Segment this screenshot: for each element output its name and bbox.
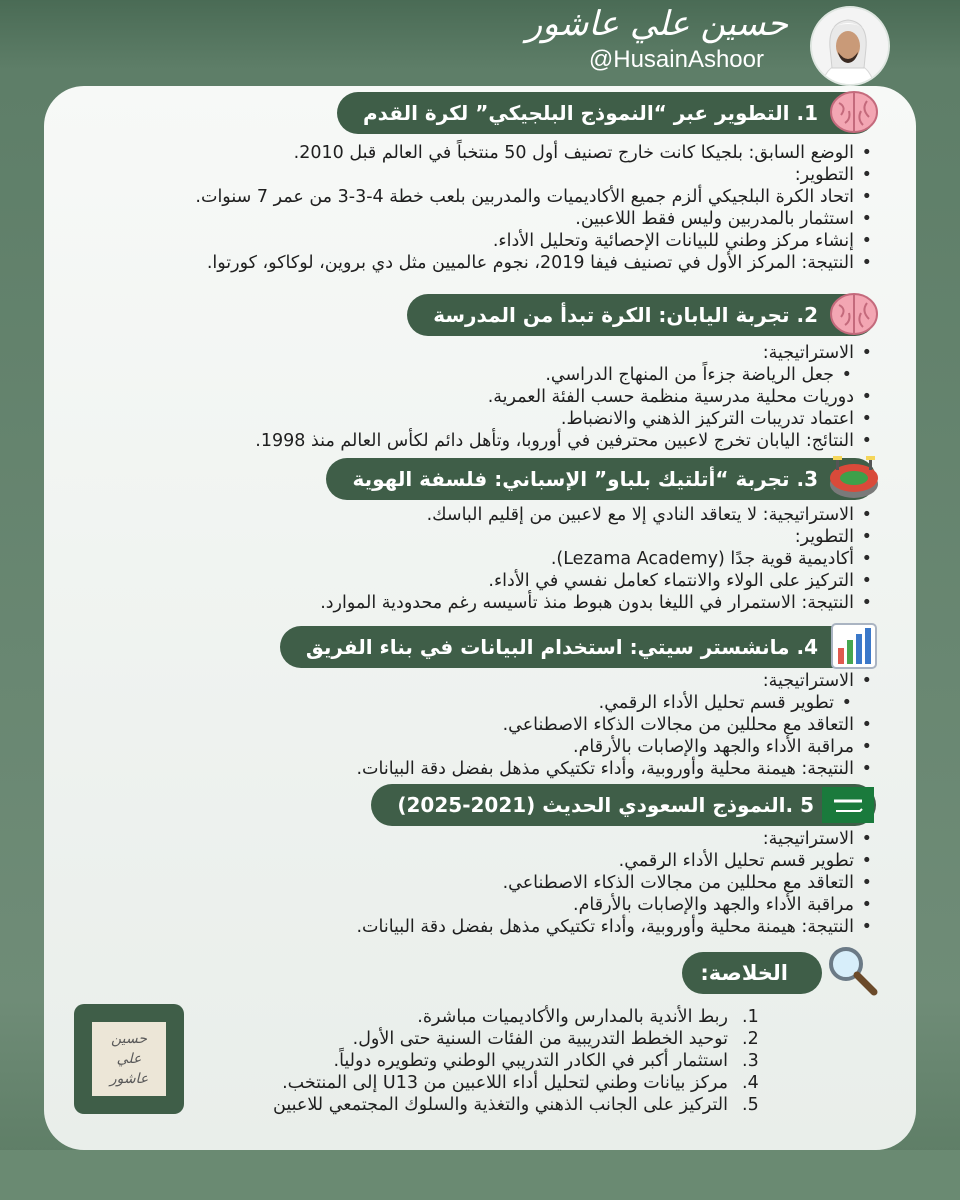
list-item: • جعل الرياضة جزءاً من المنهاج الدراسي. [255,364,876,386]
section-2-title-pill [407,294,876,336]
list-item: • التطوير: [320,526,876,548]
list-item: • الاستراتيجية: [356,670,876,692]
list-item: • إنشاء مركز وطني للبيانات الإحصائية وتحليل الأداء. [195,230,876,252]
section-4-title-pill [280,626,876,668]
section-5-list [356,828,876,938]
list-item: • تطوير قسم تحليل الأداء الرقمي. [356,692,876,714]
list-item: • أكاديمية قوية جدًا (Lezama Academy). [320,548,876,570]
section-1-list [195,142,876,274]
list-item: • الاستراتيجية: [356,828,876,850]
author-handle[interactable]: @HusainAshoor [588,46,764,73]
list-item: • الوضع السابق: بلجيكا كانت خارج تصنيف أول 50 منتخباً في العالم قبل 2010. [195,142,876,164]
summary-item: 3. استثمار أكبر في الكادر التدريبي الوطني وتطويره دولياً. [333,1051,759,1071]
stadium-icon [826,450,882,506]
list-item: • اعتماد تدريبات التركيز الذهني والانضباط. [255,408,876,430]
section-3-list [320,504,876,614]
list-item: • التعاقد مع محللين من مجالات الذكاء الاصطناعي. [356,872,876,894]
summary-title: الخلاصة: [700,961,788,985]
magnifier-icon [824,942,880,1002]
section-2-list [255,342,876,452]
list-item: • مراقبة الأداء والجهد والإصابات بالأرقام. [356,894,876,916]
list-item: • النتيجة: المركز الأول في تصنيف فيفا 2019، نجوم عالميين مثل دي بروين، لوكاكو، كورتوا. [195,252,876,274]
summary-item: 4. مركز بيانات وطني لتحليل أداء اللاعبين من U13 إلى المنتخب. [282,1073,759,1093]
summary-item: 5. التركيز على الجانب الذهني والتغذية والسلوك المجتمعي للاعبين [273,1095,759,1115]
author-name: حسين علي عاشور [525,4,788,44]
section-5-title-pill [371,784,876,826]
section-1-title: 1. التطوير عبر “النموذج البلجيكي” لكرة القدم [362,101,818,125]
list-item: • النتيجة: هيمنة محلية وأوروبية، وأداء تكتيكي مذهل بفضل دقة البيانات. [356,916,876,938]
section-3-title: 3. تجربة “أتلتيك بلباو” الإسباني: فلسفة الهوية [352,467,818,491]
list-item: • الاستراتيجية: [255,342,876,364]
section-4-title: 4. مانشستر سيتي: استخدام البيانات في بناء الفريق [305,635,818,659]
list-item: • التعاقد مع محللين من مجالات الذكاء الاصطناعي. [356,714,876,736]
list-item: • النتيجة: الاستمرار في الليغا بدون هبوط منذ تأسيسه رغم محدودية الموارد. [320,592,876,614]
list-item: • النتيجة: هيمنة محلية وأوروبية، وأداء تكتيكي مذهل بفضل دقة البيانات. [356,758,876,780]
bottom-band [0,1150,960,1200]
list-item: • اتحاد الكرة البلجيكي ألزم جميع الأكاديميات والمدربين بلعب خطة 4-3-3 من عمر 7 سنوات. [195,186,876,208]
summary-item: 1. ربط الأندية بالمدارس والأكاديميات مباشرة. [417,1007,759,1027]
header [0,0,960,86]
summary-list [273,1006,766,1116]
list-item: • تطوير قسم تحليل الأداء الرقمي. [356,850,876,872]
brand-logo [74,1004,184,1114]
avatar-portrait-icon [810,8,888,86]
summary-title-pill [682,952,822,994]
bar-chart-icon [826,618,882,674]
section-5-title: 5 .النموذج السعودي الحديث (2021-2025) [397,793,814,817]
logo-text: حسين علي عاشور [92,1022,166,1096]
content-card [44,86,916,1150]
saudi-flag-icon [820,784,876,826]
list-item: • دوريات محلية مدرسية منظمة حسب الفئة العمرية. [255,386,876,408]
list-item: • الاستراتيجية: لا يتعاقد النادي إلا مع لاعبين من إقليم الباسك. [320,504,876,526]
list-item: • استثمار بالمدربين وليس فقط اللاعبين. [195,208,876,230]
list-item: • مراقبة الأداء والجهد والإصابات بالأرقام. [356,736,876,758]
list-item: • النتائج: اليابان تخرج لاعبين محترفين في أوروبا، وتأهل دائم لكأس العالم منذ 1998. [255,430,876,452]
section-3-title-pill [326,458,876,500]
avatar[interactable] [810,6,890,86]
list-item: • التركيز على الولاء والانتماء كعامل نفسي في الأداء. [320,570,876,592]
section-2-title: 2. تجربة اليابان: الكرة تبدأ من المدرسة [433,303,818,327]
summary-item: 2. توحيد الخطط التدريبية من الفئات السنية حتى الأول. [352,1029,759,1049]
list-item: • التطوير: [195,164,876,186]
section-1-title-pill [337,92,876,134]
brain-icon [826,84,882,140]
section-4-list [356,670,876,780]
brain-icon [826,286,882,342]
